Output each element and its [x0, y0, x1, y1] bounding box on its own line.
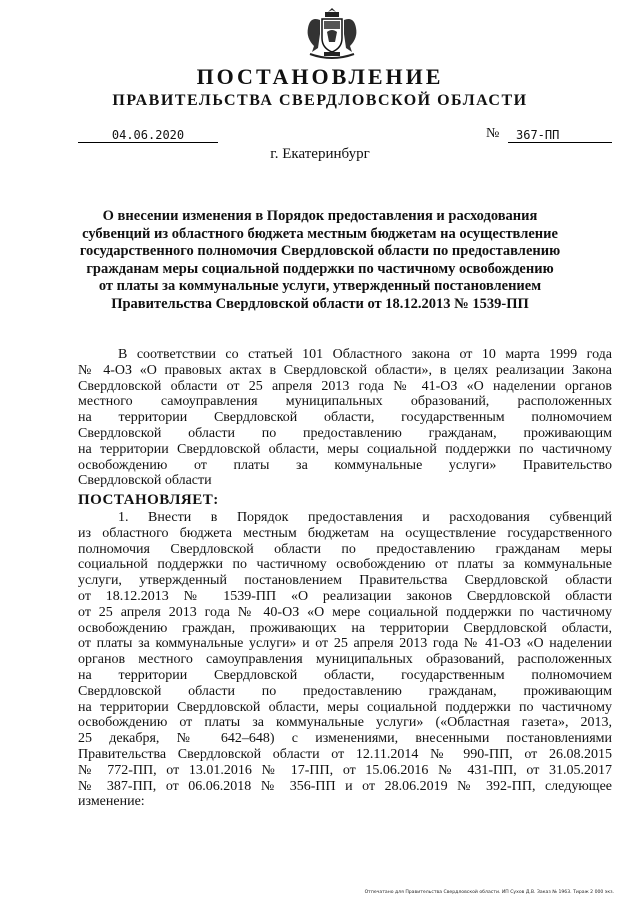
text-line: от платы за коммунальные услуги» и от 25 апреля 2013 года № 41-ОЗ «О наделении	[78, 636, 612, 652]
text-line: местного самоуправления муниципальных образований, расположенных	[78, 394, 612, 410]
document-number: 367-ПП	[508, 128, 612, 143]
text-line: на территории Свердловской области, меры социальной поддержки по частичному	[78, 441, 612, 457]
text-line: № 387-ПП, от 06.06.2018 № 356-ПП и от 28.06.2019 № 392-ПП, следующее	[78, 778, 612, 794]
issuer-name: ПРАВИТЕЛЬСТВА СВЕРДЛОВСКОЙ ОБЛАСТИ	[112, 92, 528, 109]
item-1-paragraph	[78, 510, 612, 810]
text-line: освобождению граждан, проживающих на территории Свердловской области,	[78, 620, 612, 636]
title-line: О внесении изменения в Порядок предоставления и расходования	[102, 208, 538, 224]
text-line: от 25 апреля 2013 года № 40-ОЗ «О мере социальной поддержки по частичному	[78, 604, 612, 620]
text-line: освобождению от платы за коммунальные услуги» («Областная газета», 2013,	[78, 715, 612, 731]
text-line: социальной поддержки по частичному освобождению от платы за коммунальные	[78, 557, 612, 573]
text-line: на территории Свердловской области, государственным полномочием	[78, 667, 612, 683]
title-line: Правительства Свердловской области от 18.12.2013 № 1539-ПП	[111, 295, 529, 312]
document-type: ПОСТАНОВЛЕНИЕ	[196, 64, 444, 89]
sverdlovsk-coat-of-arms-icon	[302, 4, 362, 62]
document-date: 04.06.2020	[78, 128, 218, 143]
text-line: полномочия Свердловской области по предоставлению гражданам меры	[78, 541, 612, 557]
document-title	[70, 208, 570, 313]
text-line: Свердловской области по предоставлению гражданам, проживающим	[78, 425, 612, 441]
text-line: 1. Внести в Порядок предоставления и расходования субвенций	[118, 510, 612, 525]
resolve-heading: ПОСТАНОВЛЯЕТ:	[78, 492, 219, 508]
text-line: Свердловской области по предоставлению гражданам, проживающим	[78, 683, 612, 699]
number-sign: №	[486, 126, 500, 141]
text-line: 25 декабря, № 642–648) с изменениями, внесенными постановлениями	[78, 731, 612, 747]
text-line: на территории Свердловской области, государственным полномочием	[78, 410, 612, 426]
text-line: Свердловской области от 25 апреля 2013 года № 41-ОЗ «О наделении органов	[78, 378, 612, 394]
text-line: № 4-ОЗ «О правовых актах в Свердловской области», в целях реализации Закона	[78, 362, 612, 378]
title-line: гражданам меры социальной поддержки по частичному освобождению	[86, 260, 554, 277]
text-line: изменение:	[78, 794, 145, 810]
text-line: от 18.12.2013 № 1539-ПП «О реализации законов Свердловской области	[78, 588, 612, 604]
text-line: В соответствии со статьей 101 Областного закона от 10 марта 1999 года	[118, 347, 612, 362]
text-line: услуги, утвержденный постановлением Правительства Свердловской области	[78, 573, 612, 589]
text-line: органов местного самоуправления муниципальных образований, расположенных	[78, 652, 612, 668]
text-line: Свердловской области	[78, 473, 212, 489]
title-line: государственного полномочия Свердловской области по предоставлению	[79, 243, 561, 259]
title-line: от платы за коммунальные услуги, утвержденный постановлением	[98, 278, 542, 294]
text-line: на территории Свердловской области, меры социальной поддержки по частичному	[78, 699, 612, 715]
text-line: освобождению от платы за коммунальные услуги» Правительство	[78, 457, 612, 473]
text-line: из областного бюджета местным бюджетам на осуществление государственного	[78, 525, 612, 541]
preamble-paragraph	[78, 347, 612, 489]
city-name: г. Екатеринбург	[270, 146, 370, 162]
text-line: Правительства Свердловской области от 12.11.2014 № 990-ПП, от 26.08.2015	[78, 746, 612, 762]
text-line: № 772-ПП, от 13.01.2016 № 17-ПП, от 15.06.2016 № 431-ПП, от 31.05.2017	[78, 762, 612, 778]
print-footer: Отпечатано для Правительства Свердловской области. ИП Сухов Д.В. Заказ № 1963. Тираж 2 000 экз.	[364, 890, 614, 895]
title-line: субвенций из областного бюджета местным бюджетам на осуществление	[82, 225, 558, 242]
